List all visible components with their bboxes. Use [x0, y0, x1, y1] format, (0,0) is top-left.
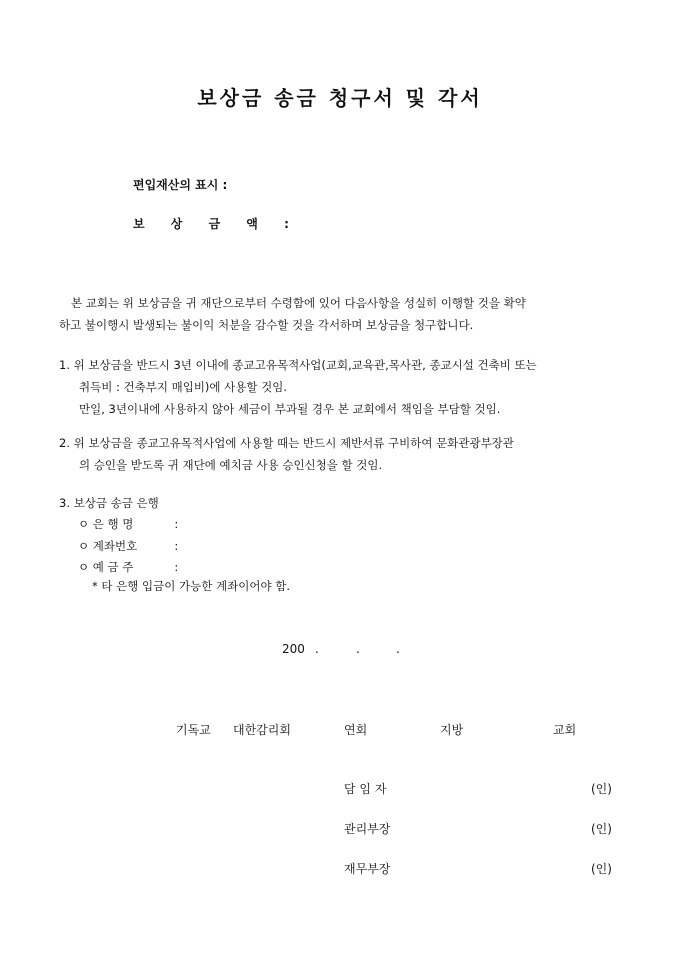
- seal-mark: (인): [591, 782, 612, 796]
- date-dot: .: [396, 642, 400, 656]
- org-denomination: 기독교: [176, 723, 211, 737]
- bank-row-account-number: [78, 538, 178, 554]
- intro-line-1: 본 교회는 위 보상금을 귀 재단으로부터 수령함에 있어 다음사항을 성실히 이행할 것을 확약: [71, 296, 526, 310]
- date-year: 200: [282, 642, 305, 656]
- account-holder-label: 예 금 주: [92, 560, 134, 574]
- org-district: 지방: [440, 723, 464, 737]
- property-label: 편입재산의 표시 :: [133, 178, 228, 192]
- item-2-line-2: 의 승인을 받도록 귀 재단에 예치금 사용 승인신청을 할 것임.: [79, 458, 383, 472]
- account-number-label: 계좌번호: [92, 539, 138, 553]
- seal-mark: (인): [591, 862, 612, 876]
- signature-role-manager: 관리부장: [344, 822, 391, 836]
- bank-note: * 타 은행 입금이 가능한 계좌이어야 함.: [92, 579, 290, 593]
- item-1: [59, 354, 625, 420]
- document-title: 보상금 송금 청구서 및 각서: [197, 86, 483, 110]
- intro-line-2: 하고 불이행시 발생되는 불이익 처분을 감수할 것을 각서하며 보상금을 청구합니다.: [59, 318, 474, 332]
- bank-row-bank-name: [78, 516, 178, 532]
- org-church: 교회: [553, 723, 577, 737]
- amount-label: 보 상 금 액 :: [133, 217, 300, 231]
- bullet: ㅇ: [78, 539, 90, 553]
- item-1-line-1: 1. 위 보상금을 반드시 3년 이내에 종교고유목적사업(교회,교육관,목사관, 종교시설 건축비 또는: [59, 358, 537, 372]
- date-dot: .: [356, 642, 360, 656]
- separator: :: [174, 539, 179, 553]
- org-conference: 연회: [344, 723, 368, 737]
- org-church-body: 대한감리회: [233, 723, 291, 737]
- bullet: ㅇ: [78, 560, 90, 574]
- bullet: ㅇ: [78, 517, 90, 531]
- separator: :: [174, 517, 179, 531]
- bank-name-label: 은 행 명: [92, 517, 134, 531]
- item-1-line-3: 만일, 3년이내에 사용하지 않아 세금이 부과될 경우 본 교회에서 책임을 부담할 것임.: [79, 402, 501, 416]
- signature-role-pastor: 담 임 자: [344, 782, 387, 796]
- date-dot: .: [315, 642, 319, 656]
- signature-role-finance: 재무부장: [344, 862, 391, 876]
- seal-mark: (인): [591, 822, 612, 836]
- bank-heading: 3. 보상금 송금 은행: [59, 496, 159, 510]
- item-1-line-2: 취득비 : 건축부지 매입비)에 사용할 것임.: [79, 380, 288, 394]
- intro-paragraph: [59, 292, 625, 336]
- item-2-line-1: 2. 위 보상금을 종교고유목적사업에 사용할 때는 반드시 제반서류 구비하여 문화관광부장관: [59, 436, 514, 450]
- bank-row-account-holder: [78, 559, 178, 575]
- separator: :: [174, 560, 179, 574]
- item-2: [59, 432, 625, 476]
